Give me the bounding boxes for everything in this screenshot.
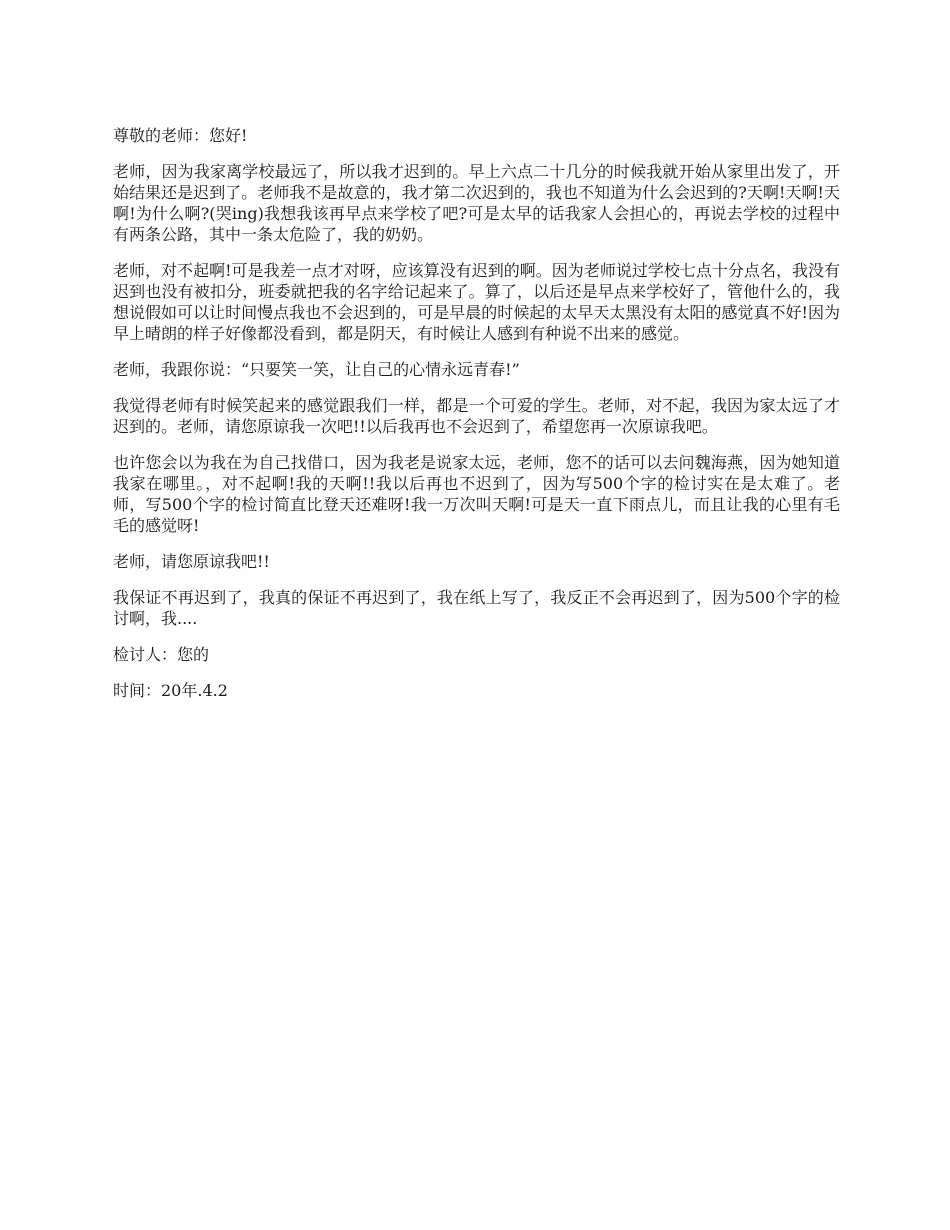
date-line: 时间：20年.4.2 [113,681,228,700]
document-body [113,125,840,716]
paragraph-3: 老师，我跟你说：“只要笑一笑，让自己的心情永远青春!” [113,360,520,379]
paragraph-1: 老师，因为我家离学校最远了，所以我才迟到的。早上六点二十几分的时候我就开始从家里出发了，开始结果还是迟到了。老师我不是故意的，我才第二次迟到的，我也不知道为什么会迟到的?天啊!天啊!天啊!为什么啊?(哭ing)我想我该再早点来学校了吧?可是太早的话我家人会担心的，再说去学校的过程中有两条公路，其中一条太危险了，我的奶奶。 [113,162,840,244]
paragraph-5: 也许您会以为我在为自己找借口，因为我老是说家太远，老师，您不的话可以去问魏海燕，因为她知道我家在哪里。，对不起啊!我的天啊!!我以后再也不迟到了，因为写500个字的检讨实在是太难了。老师，写500个字的检讨简直比登天还难呀!我一万次叫天啊!可是天一直下雨点儿，而且让我的心里有毛毛的感觉呀! [113,453,840,535]
signature-line: 检讨人：您的 [113,645,210,664]
paragraph-7: 我保证不再迟到了，我真的保证不再迟到了，我在纸上写了，我反正不会再迟到了，因为500个字的检讨啊，我.... [113,588,840,628]
paragraph-6: 老师，请您原谅我吧!! [113,552,270,571]
paragraph-4: 我觉得老师有时候笑起来的感觉跟我们一样，都是一个可爱的学生。老师，对不起，我因为家太远了才迟到的。老师，请您原谅我一次吧!!以后我再也不会迟到了，希望您再一次原谅我吧。 [113,396,840,436]
paragraph-2: 老师，对不起啊!可是我差一点才对呀，应该算没有迟到的啊。因为老师说过学校七点十分点名，我没有迟到也没有被扣分，班委就把我的名字给记起来了。算了，以后还是早点来学校好了，管他什么的，我想说假如可以让时间慢点我也不会迟到的，可是早晨的时候起的太早天太黑没有太阳的感觉真不好!因为早上晴朗的样子好像都没看到，都是阴天，有时候让人感到有种说不出来的感觉。 [113,261,840,343]
greeting: 尊敬的老师：您好! [113,126,248,145]
